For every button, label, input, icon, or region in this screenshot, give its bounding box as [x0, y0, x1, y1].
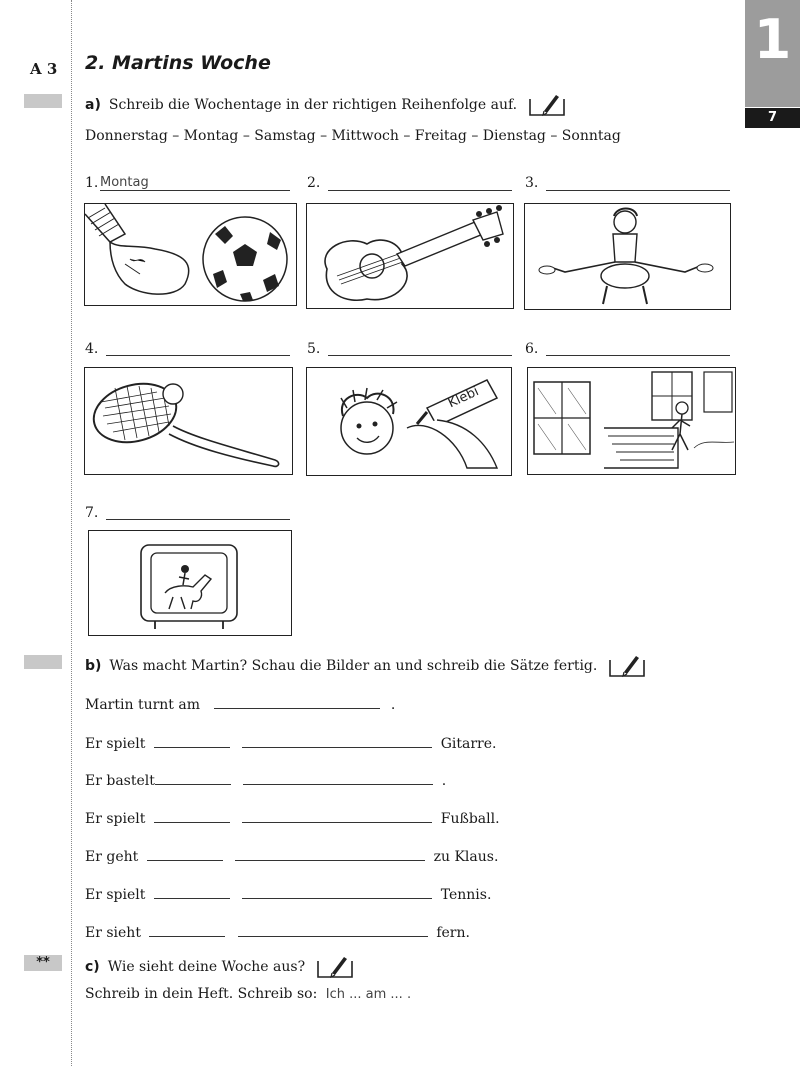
picture-glue [306, 367, 512, 476]
sentence-4-start: Er spielt [85, 811, 146, 827]
sentence-3-end: . [441, 773, 447, 789]
picture-tv [88, 530, 292, 636]
task-c-line-text: Schreib in dein Heft. Schreib so: [85, 986, 318, 1002]
sentence-5-end: zu Klaus. [433, 849, 499, 865]
item-1-answer: Montag [100, 175, 149, 190]
item-1-answer-field[interactable] [100, 174, 290, 191]
exercise-title: 2. Martins Woche [85, 52, 271, 74]
item-3-answer-field[interactable] [546, 174, 730, 191]
sentence-1-end: . [390, 697, 396, 713]
sentence-1 [85, 694, 395, 713]
item-2-answer-field[interactable] [328, 174, 512, 191]
section-label: A 3 [30, 60, 58, 78]
sentence-6-blank-b[interactable] [242, 884, 432, 899]
boy-walking-to-house-drawing [528, 368, 735, 474]
picture-guitar [306, 203, 514, 309]
weekday-list: Donnerstag – Montag – Samstag – Mittwoch – Freitag – Dienstag – Sonntag [85, 128, 621, 144]
sentence-4 [85, 808, 500, 827]
tv-drawing [89, 531, 291, 635]
difficulty-stars: ** [24, 955, 62, 971]
guitar-drawing [307, 204, 513, 308]
item-7-number: 7. [85, 505, 99, 521]
sentence-6-end: Tennis. [440, 887, 492, 903]
margin-rule [71, 0, 72, 1066]
task-c-letter: c) [85, 959, 100, 975]
sentence-6-blank-a[interactable] [154, 884, 230, 899]
item-5-number: 5. [307, 341, 321, 357]
sentence-5 [85, 846, 498, 865]
sentence-2-blank-a[interactable] [154, 733, 230, 748]
page-number: 7 [745, 108, 800, 128]
sentence-7 [85, 922, 470, 941]
task-a-text: Schreib die Wochentage in der richtigen Reihenfolge auf. [108, 97, 518, 113]
task-b-text: Was macht Martin? Schau die Bilder an und schreib die Sätze fertig. [109, 658, 598, 674]
sentence-4-blank-a[interactable] [154, 808, 230, 823]
sentence-2-end: Gitarre. [440, 736, 497, 752]
sentence-7-blank-b[interactable] [238, 922, 428, 937]
boy-vaulting-drawing [525, 204, 730, 309]
sentence-1-blank[interactable] [214, 694, 380, 709]
sentence-2-blank-b[interactable] [242, 733, 432, 748]
item-5-answer-field[interactable] [328, 339, 512, 356]
task-a-letter: a) [85, 97, 101, 113]
sentence-4-end: Fußball. [440, 811, 500, 827]
task-b-marker [24, 655, 62, 669]
task-a-marker [24, 94, 62, 108]
item-1-number: 1. [85, 175, 99, 191]
sentence-3-start: Er bastelt [85, 773, 155, 789]
item-4-number: 4. [85, 341, 99, 357]
item-3-number: 3. [525, 175, 539, 191]
sentence-1-start: Martin turnt am [85, 697, 200, 713]
foot-and-ball-drawing [85, 204, 296, 305]
sentence-5-start: Er geht [85, 849, 139, 865]
task-a-instruction [85, 93, 566, 117]
tennis-racket-drawing [85, 368, 292, 474]
sentence-5-blank-b[interactable] [235, 846, 425, 861]
item-6-number: 6. [525, 341, 539, 357]
sentence-7-start: Er sieht [85, 925, 141, 941]
glue-label: Klebi [445, 384, 482, 412]
task-c-text: Wie sieht deine Woche aus? [107, 959, 306, 975]
boy-with-glue-drawing [307, 368, 511, 475]
sentence-3-blank-a[interactable] [155, 770, 231, 785]
sentence-7-blank-a[interactable] [149, 922, 225, 937]
item-4-answer-field[interactable] [106, 339, 290, 356]
chapter-number: 1 [745, 0, 800, 107]
sentence-3 [85, 770, 446, 789]
task-c-line [85, 986, 411, 1002]
item-7-answer-field[interactable] [106, 503, 290, 520]
task-c-instruction [85, 955, 354, 979]
sentence-7-end: fern. [436, 925, 470, 941]
task-c-example: Ich ... am ... . [325, 987, 412, 1002]
picture-tennis [84, 367, 293, 475]
pencil-icon [316, 955, 354, 979]
sentence-5-blank-a[interactable] [147, 846, 223, 861]
picture-soccer [84, 203, 297, 306]
sentence-6 [85, 884, 491, 903]
task-b-instruction [85, 654, 646, 678]
item-2-number: 2. [307, 175, 321, 191]
sentence-6-start: Er spielt [85, 887, 146, 903]
sentence-2-start: Er spielt [85, 736, 146, 752]
sentence-4-blank-b[interactable] [242, 808, 432, 823]
sentence-2 [85, 733, 497, 752]
pencil-icon [528, 93, 566, 117]
task-b-letter: b) [85, 658, 102, 674]
item-6-answer-field[interactable] [546, 339, 730, 356]
picture-gymnastics [524, 203, 731, 310]
picture-visit [527, 367, 736, 475]
pencil-icon [608, 654, 646, 678]
sentence-3-blank-b[interactable] [243, 770, 433, 785]
